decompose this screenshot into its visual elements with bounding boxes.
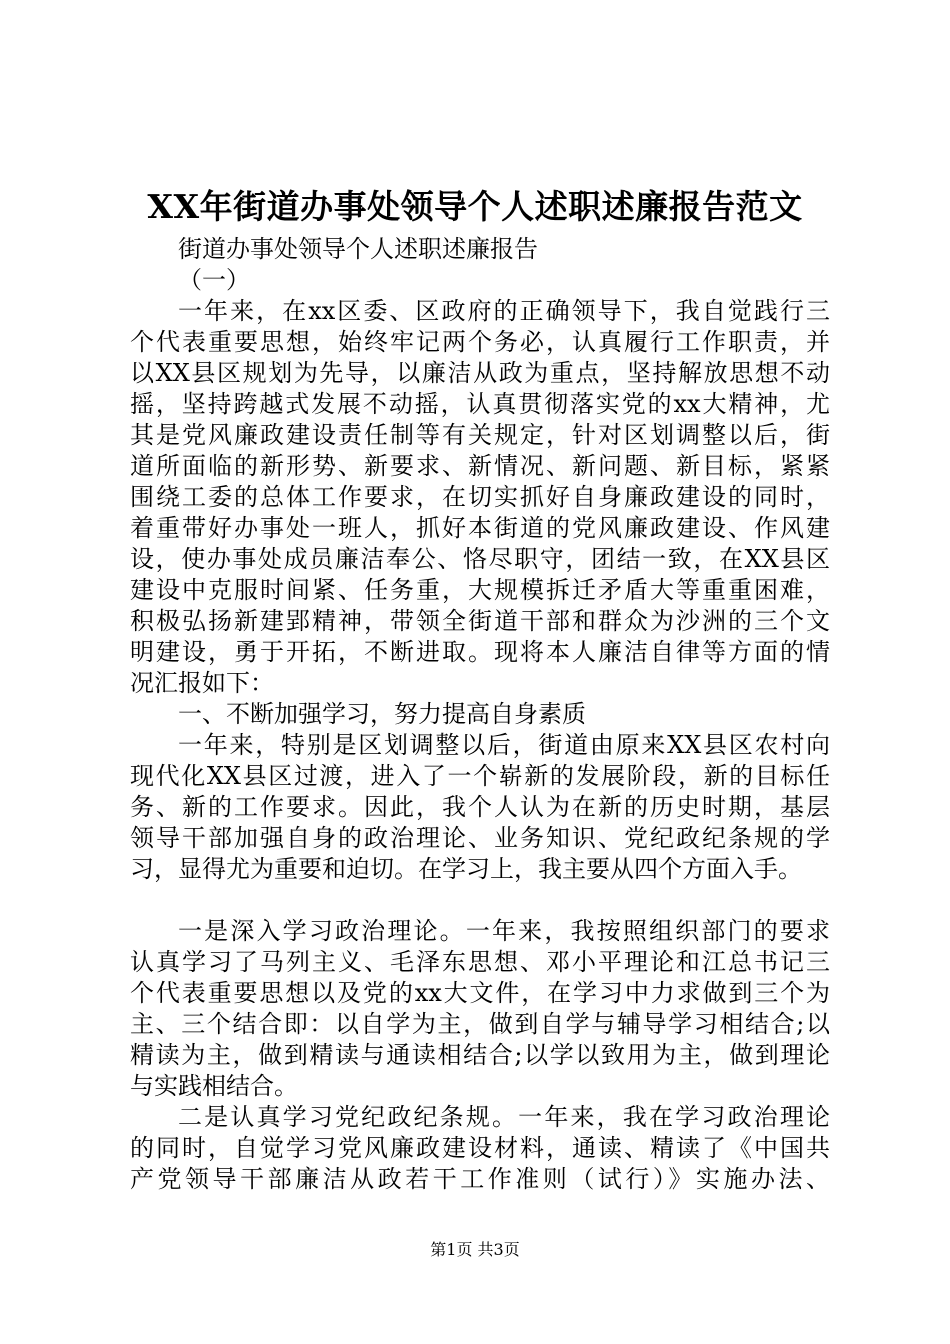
paragraph-line: 习，显得尤为重要和迫切。在学习上，我主要从四个方面入手。	[130, 855, 802, 883]
paragraph-line: 着重带好办事处一班人，抓好本街道的党风廉政建设、作风建	[130, 514, 830, 542]
document-body	[130, 234, 830, 1195]
section-number-line: （一）	[178, 266, 250, 294]
paragraph-line: 摇，坚持跨越式发展不动摇，认真贯彻落实党的xx大精神，尤	[130, 390, 830, 418]
paragraph-line: 现代化XX县区过渡，进入了一个崭新的发展阶段，新的目标任	[130, 762, 830, 790]
paragraph-line: 一年来，在xx区委、区政府的正确领导下，我自觉践行三	[178, 297, 830, 325]
paragraph-line: 认真学习了马列主义、毛泽东思想、邓小平理论和江总书记三	[130, 948, 830, 976]
document-title: XX年街道办事处领导个人述职述廉报告范文	[147, 187, 803, 226]
paragraph-line: 与实践相结合。	[130, 1072, 298, 1100]
paragraph-line: 其是党风廉政建设责任制等有关规定，针对区划调整以后，街	[130, 421, 830, 449]
paragraph-line: 建设中克服时间紧、任务重，大规模拆迁矛盾大等重重困难，	[130, 576, 830, 604]
paragraph-line: 况汇报如下：	[130, 669, 274, 697]
paragraph-line: 以XX县区规划为先导，以廉洁从政为重点，坚持解放思想不动	[130, 359, 830, 387]
paragraph-line: 的同时，自觉学习党风廉政建设材料，通读、精读了《中国共	[130, 1134, 830, 1162]
paragraph-line: 道所面临的新形势、新要求、新情况、新问题、新目标，紧紧	[130, 452, 830, 480]
paragraph-line: 一年来，特别是区划调整以后，街道由原来XX县区农村向	[178, 731, 830, 759]
paragraph-line: 个代表重要思想以及党的xx大文件，在学习中力求做到三个为	[130, 979, 830, 1007]
paragraph-line: 务、新的工作要求。因此，我个人认为在新的历史时期，基层	[130, 793, 830, 821]
paragraph-line: 围绕工委的总体工作要求，在切实抓好自身廉政建设的同时，	[130, 483, 830, 511]
paragraph-line: 二是认真学习党纪政纪条规。一年来，我在学习政治理论	[178, 1103, 830, 1131]
section-heading: 一、不断加强学习，努力提高自身素质	[178, 700, 586, 728]
paragraph-line: 精读为主，做到精读与通读相结合;以学以致用为主，做到理论	[130, 1041, 830, 1069]
paragraph-line: 个代表重要思想，始终牢记两个务必，认真履行工作职责，并	[130, 328, 830, 356]
paragraph-line: 一是深入学习政治理论。一年来，我按照组织部门的要求	[178, 917, 830, 945]
paragraph-line: 设，使办事处成员廉洁奉公、恪尽职守，团结一致，在XX县区	[130, 545, 830, 573]
page-footer: 第1页 共3页	[430, 1240, 520, 1259]
paragraph-line: 明建设，勇于开拓，不断进取。现将本人廉洁自律等方面的情	[130, 638, 830, 666]
paragraph-line: 积极弘扬新建郢精神，带领全街道干部和群众为沙洲的三个文	[130, 607, 830, 635]
paragraph-line: 产党领导干部廉洁从政若干工作准则（试行）》实施办法、	[130, 1165, 830, 1193]
subtitle-line: 街道办事处领导个人述职述廉报告	[178, 235, 538, 263]
paragraph-line: 主、三个结合即：以自学为主，做到自学与辅导学习相结合;以	[130, 1010, 830, 1038]
paragraph-line: 领导干部加强自身的政治理论、业务知识、党纪政纪条规的学	[130, 824, 830, 852]
